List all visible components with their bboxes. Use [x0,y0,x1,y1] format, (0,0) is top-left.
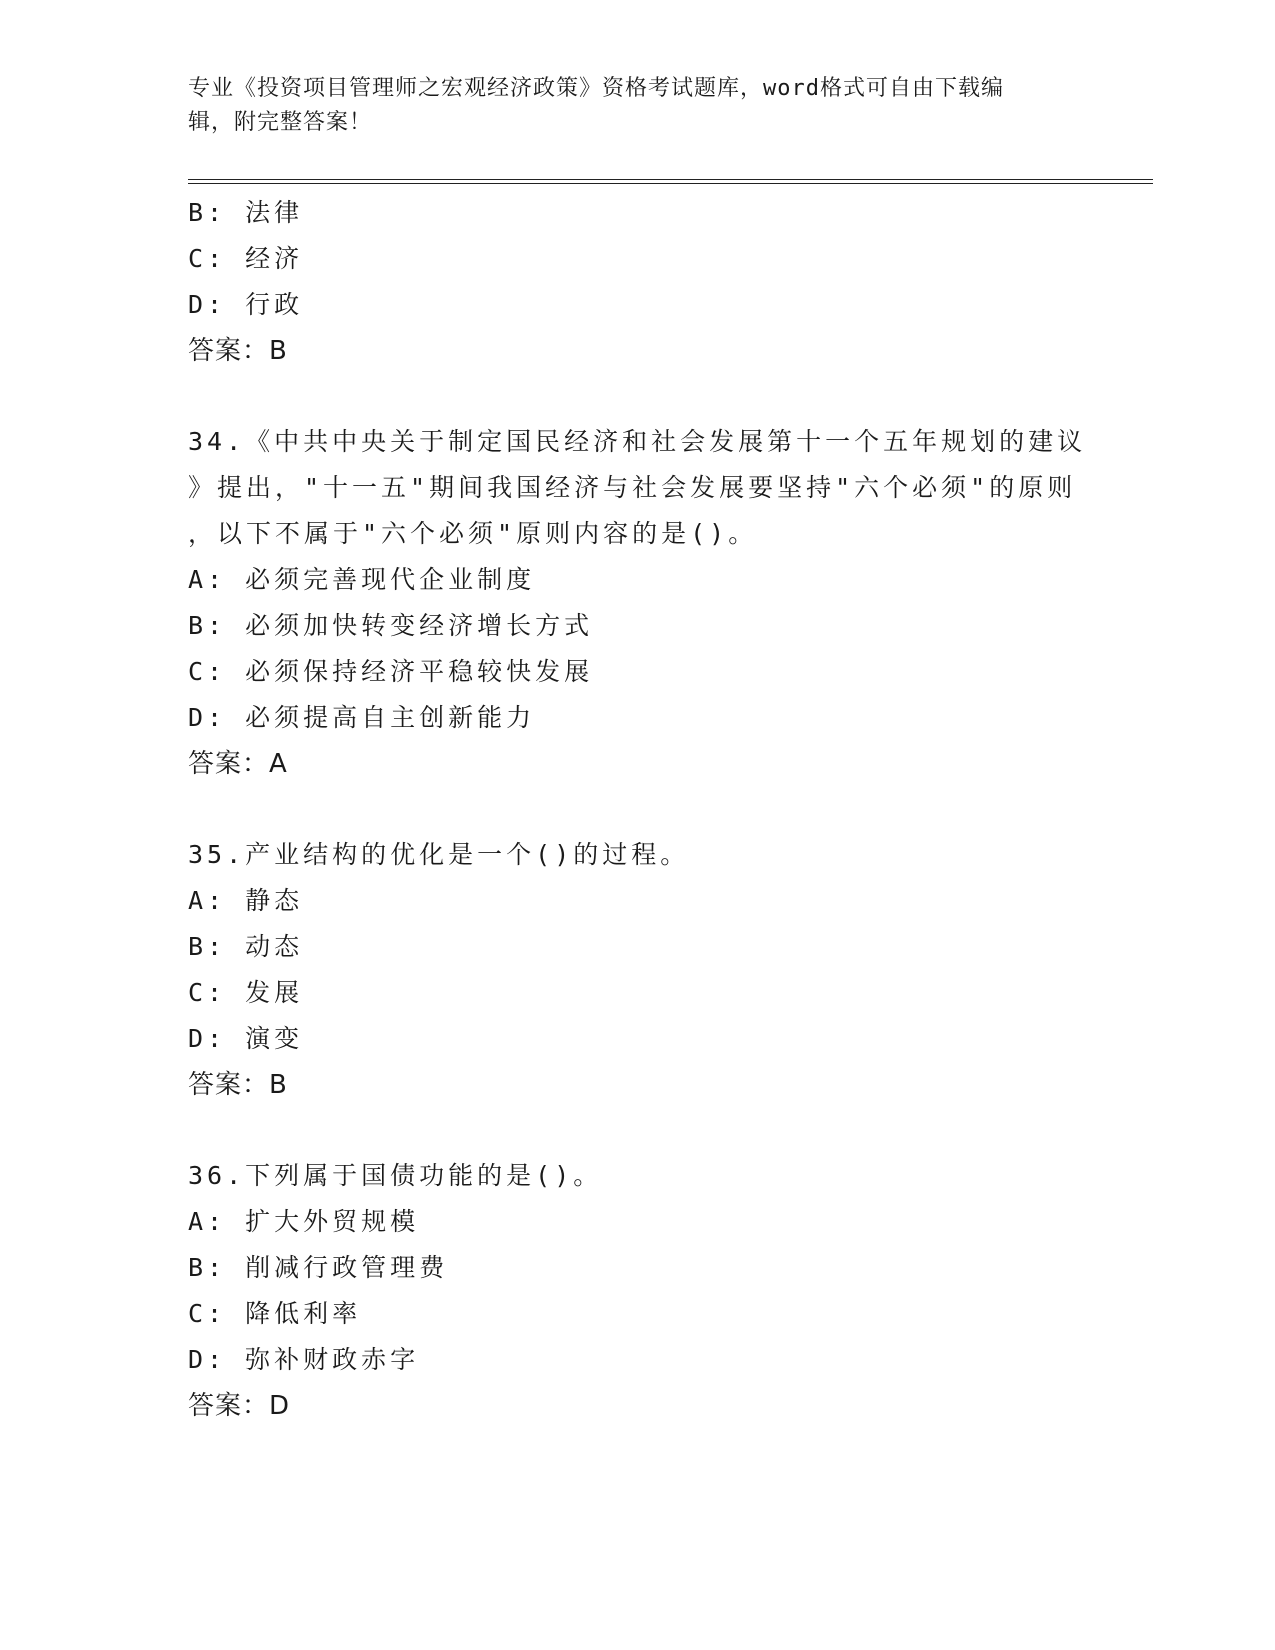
answer-line: 答案：A [188,749,288,779]
answer-line: 答案：B [188,1070,288,1100]
option-a: A: 静态 [188,886,304,915]
spacer [188,1108,1108,1153]
option-a: A: 必须完善现代企业制度 [188,565,536,594]
question-block [188,190,1108,374]
header-line-2: 辑，附完整答案！ [188,110,373,135]
answer-line: 答案：D [188,1391,291,1421]
option-c: C: 发展 [188,978,304,1007]
question-text-line: 》提出，"十一五"期间我国经济与社会发展要坚持"六个必须"的原则 [188,473,1077,502]
document-header [188,72,1088,140]
option-b: B: 必须加快转变经济增长方式 [188,611,594,640]
header-line-1: 专业《投资项目管理师之宏观经济政策》资格考试题库，word格式可自由下载编 [188,76,1004,101]
question-list [188,190,1108,1429]
option-c: C: 必须保持经济平稳较快发展 [188,657,594,686]
option-c: C: 经济 [188,244,304,273]
question-block [188,832,1108,1108]
option-b: B: 动态 [188,932,304,961]
option-d: D: 必须提高自主创新能力 [188,703,536,732]
option-b: B: 法律 [188,198,304,227]
spacer [188,374,1108,419]
question-text-line: ，以下不属于"六个必须"原则内容的是()。 [188,519,758,548]
question-text-line: 36.下列属于国债功能的是()。 [188,1161,603,1190]
answer-line: 答案：B [188,336,288,366]
option-d: D: 演变 [188,1024,304,1053]
option-d: D: 弥补财政赤字 [188,1345,420,1374]
option-d: D: 行政 [188,290,304,319]
option-b: B: 削减行政管理费 [188,1253,449,1282]
header-rule-top [188,179,1153,180]
question-block [188,419,1108,787]
option-c: C: 降低利率 [188,1299,362,1328]
spacer [188,787,1108,832]
question-text-line: 35.产业结构的优化是一个()的过程。 [188,840,690,869]
header-rule-bottom [188,183,1153,184]
question-block [188,1153,1108,1429]
option-a: A: 扩大外贸规模 [188,1207,420,1236]
question-text-line: 34.《中共中央关于制定国民经济和社会发展第十一个五年规划的建议 [188,427,1087,456]
